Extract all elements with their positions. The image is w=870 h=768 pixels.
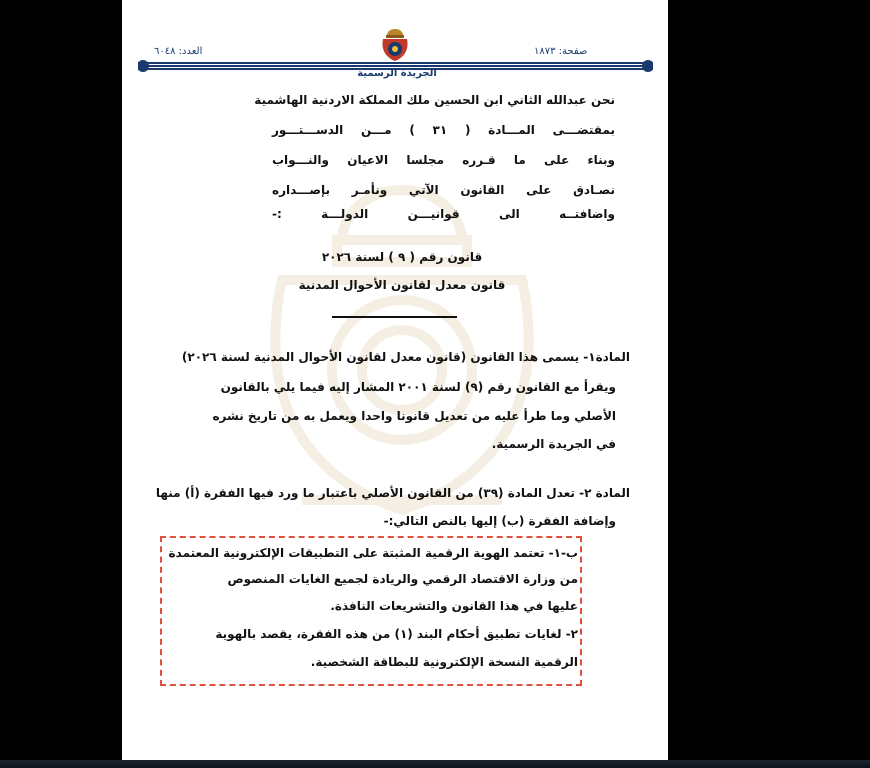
intro-line-3: وبناء على ما قـرره مجلسا الاعيان والنـــواب <box>272 153 615 167</box>
amendment-line-1: ب-١- تعتمد الهوية الرقمية المثبتة على التطبيقات الإلكترونية المعتمدة <box>168 546 578 560</box>
article1-line-2: ويقرأ مع القانون رقم (٩) لسنة ٢٠٠١ المشار إليه فيما يلي بالقانون <box>220 380 616 394</box>
title-separator <box>332 316 457 318</box>
article1-line-1: المادة١- يسمى هذا القانون (قانون معدل لقانون الأحوال المدنية لسنة ٢٠٢٦) <box>181 350 630 364</box>
article1-line-4: في الجريدة الرسمية. <box>491 437 616 451</box>
amendment-line-3: عليها في هذا القانون والتشريعات النافذة. <box>330 599 578 613</box>
taskbar-strip <box>0 760 870 768</box>
viewer-right-margin <box>668 0 870 768</box>
amendment-line-4: ٢- لغايات تطبيق أحكام البند (١) من هذه الفقرة، يقصد بالهوية <box>215 627 578 641</box>
amendment-line-2: من وزارة الاقتصاد الرقمي والريادة لجميع الغايات المنصوص <box>227 572 578 586</box>
amendment-line-5: الرقمية النسخة الإلكترونية للبطاقة الشخصية. <box>310 655 578 669</box>
law-title: قانون رقم ( ٩ ) لسنة ٢٠٢٦ <box>321 250 483 264</box>
gazette-title: الجريدة الرسمية <box>357 68 437 79</box>
coat-of-arms-icon <box>379 27 411 63</box>
page-number: صفحة: ١٨٧٣ <box>534 46 588 57</box>
document-page <box>122 0 668 760</box>
law-subtitle: قانون معدل لقانون الأحوال المدنية <box>298 278 506 292</box>
issue-number: العدد: ٦٠٤٨ <box>154 46 203 57</box>
article1-line-3: الأصلي وما طرأ عليه من تعديل قانونا واحدا ويعمل به من تاريخ نشره <box>212 409 616 423</box>
intro-line-4: نصـادق على القانون الآتي ونأمـر بإصـــداره <box>272 183 615 197</box>
article2-line-1: المادة ٢- تعدل المادة (٣٩) من القانون الأصلي باعتبار ما ورد فيها الفقرة (أ) منها <box>155 486 630 500</box>
intro-line-5: واضافتــه الى قوانيـــن الدولـــة :- <box>272 207 615 221</box>
article2-line-2: وإضافة الفقرة (ب) إليها بالنص التالي:- <box>383 514 616 528</box>
intro-line-2: بمقتضـــى المـــادة ( ٣١ ) مـــن الدســـتـــور <box>272 123 615 137</box>
viewer-left-margin <box>0 0 122 768</box>
intro-line-1: نحن عبدالله الثاني ابن الحسين ملك المملكة الاردنية الهاشمية <box>254 93 615 107</box>
